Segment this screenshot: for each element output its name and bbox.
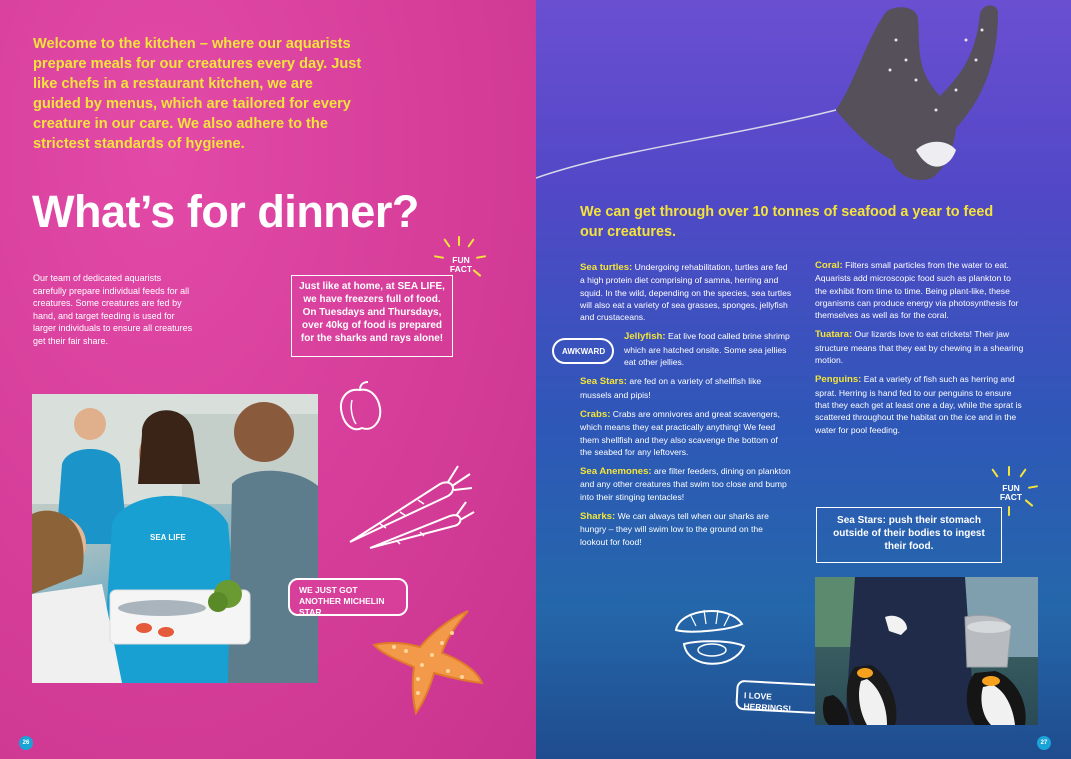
burst-ray-icon: [1025, 499, 1034, 507]
fun-fact-label: FUN FACT: [449, 255, 473, 274]
entry-penguins: [815, 373, 1025, 435]
sea-life-logo: SEA LIFE: [150, 533, 186, 542]
entry-name: Penguins:: [815, 374, 862, 386]
fun-fact-box: Sea Stars: push their stomach outside of their bodies to ingest their food.: [816, 507, 1002, 563]
intro-text: Welcome to the kitchen – where our aquarists prepare meals for our creatures every day. Just like chefs in a restaurant kitchen, we are guided by menus, which are tailored for every creature in our care. We also adhere to the strictest standards of hygiene.: [33, 36, 362, 152]
entry-text: Filters small particles from the water to eat. Aquarists add microscopic food such as plankton to the exhibit from time to time. Being plant-like, these organisms can produce energy via photosynthesis for themselves as well as for the coral.: [815, 260, 1019, 321]
entry-text: are fed on a variety of shellfish like mussels and pipis!: [580, 376, 762, 400]
eagle-ray-image: [536, 0, 1071, 190]
awkward-speech-bubble: AWKWARD: [552, 338, 614, 364]
right-page: [536, 0, 1071, 759]
pepper-icon: [334, 380, 386, 436]
entry-name: Sea Stars:: [580, 376, 627, 388]
entry-text: Our lizards love to eat crickets! Their jaw structure means that they eat by chewing in a shearing motion.: [815, 329, 1024, 366]
entry-text: Undergoing rehabilitation, turtles are fed a high protein diet comprising of samna, herring and squid. In the wild, depending on the species, sea turtles will also eat a variety of sea grasses, sponges, jellyfish and crustaceans.: [580, 262, 792, 323]
burst-ray-icon: [434, 255, 444, 259]
penguin-feeding-illustration: [815, 577, 1038, 725]
kitchen-photo: [32, 394, 318, 683]
entry-name: Jellyfish:: [624, 331, 666, 343]
entry-name: Sharks:: [580, 511, 616, 523]
starfish-icon: [372, 605, 486, 715]
entry-tuatara: [815, 328, 1025, 366]
body-text: Our team of dedicated aquarists carefully prepare individual feeds for all creatures. Some creatures are fed by hand, and target feeding is used for larger individuals to ensure all creatures get their fair share.: [33, 273, 193, 346]
entry-sea-anemones: [580, 465, 792, 503]
burst-ray-icon: [1008, 506, 1010, 516]
clam-icon: [670, 600, 752, 674]
entry-name: Crabs:: [580, 408, 611, 420]
entry-text: Eat a variety of fish such as herring and sprat. Herring is hand fed to our penguins to ensure that they each get at least one a day, while the sprat is scattered throughout the habitat on the ice and in the water for pool feeding.: [815, 374, 1022, 435]
page-number: 26: [19, 736, 33, 750]
herring-speech-bubble: I LOVE HERRINGS!: [735, 680, 822, 714]
carrots-icon: [340, 460, 478, 552]
burst-ray-icon: [467, 238, 474, 247]
fun-fact-label: FUN FACT: [999, 483, 1023, 502]
entry-text: are filter feeders, dining on plankton and any other creatures that swim too close and bump into their stinging tentacles!: [580, 466, 791, 502]
burst-ray-icon: [1028, 485, 1038, 489]
food-list-column-2: [815, 259, 1025, 436]
fun-fact-box: Just like at home, at SEA LIFE, we have freezers full of food. On Tuesdays and Thursdays, over 40kg of food is prepared for the sharks and rays alone!: [291, 275, 453, 357]
entry-text: Eat live food called brine shrimp which are hatched onsite. Some sea jellies eat other jellies.: [624, 331, 790, 368]
entry-sea-turtles: [580, 261, 792, 323]
penguin-feeding-photo: [815, 577, 1038, 725]
page-number: 27: [1037, 736, 1051, 750]
kitchen-photo-illustration: [32, 394, 318, 683]
entry-text: We can always tell when our sharks are hungry – they will swim low to the ground on the lookout for food!: [580, 511, 769, 547]
michelin-speech-bubble: WE JUST GOT ANOTHER MICHELIN STAR: [288, 578, 408, 616]
entry-coral: [815, 259, 1025, 321]
entry-name: Sea Anemones:: [580, 466, 652, 478]
entry-sea-stars: [580, 375, 792, 401]
page-title: What’s for dinner?: [32, 186, 419, 237]
entry-crabs: [580, 408, 792, 458]
burst-ray-icon: [476, 255, 486, 259]
section-heading: We can get through over 10 tonnes of seafood a year to feed our creatures.: [580, 204, 994, 240]
entry-name: Tuatara:: [815, 329, 853, 341]
entry-name: Sea turtles:: [580, 262, 633, 273]
entry-sharks: [580, 510, 792, 548]
burst-ray-icon: [991, 468, 998, 477]
entry-name: Coral:: [815, 260, 843, 271]
burst-ray-icon: [458, 236, 460, 246]
burst-ray-icon: [443, 238, 450, 247]
burst-ray-icon: [1008, 466, 1010, 476]
entry-jellyfish: [624, 330, 792, 368]
entry-text: Crabs are omnivores and great scavengers, which means they eat practically anything! We feed them shellfish and they also scavenge the bottom of the seabed for any leftovers.: [580, 408, 780, 457]
burst-ray-icon: [1019, 468, 1026, 477]
food-list-column-1: [580, 261, 792, 548]
